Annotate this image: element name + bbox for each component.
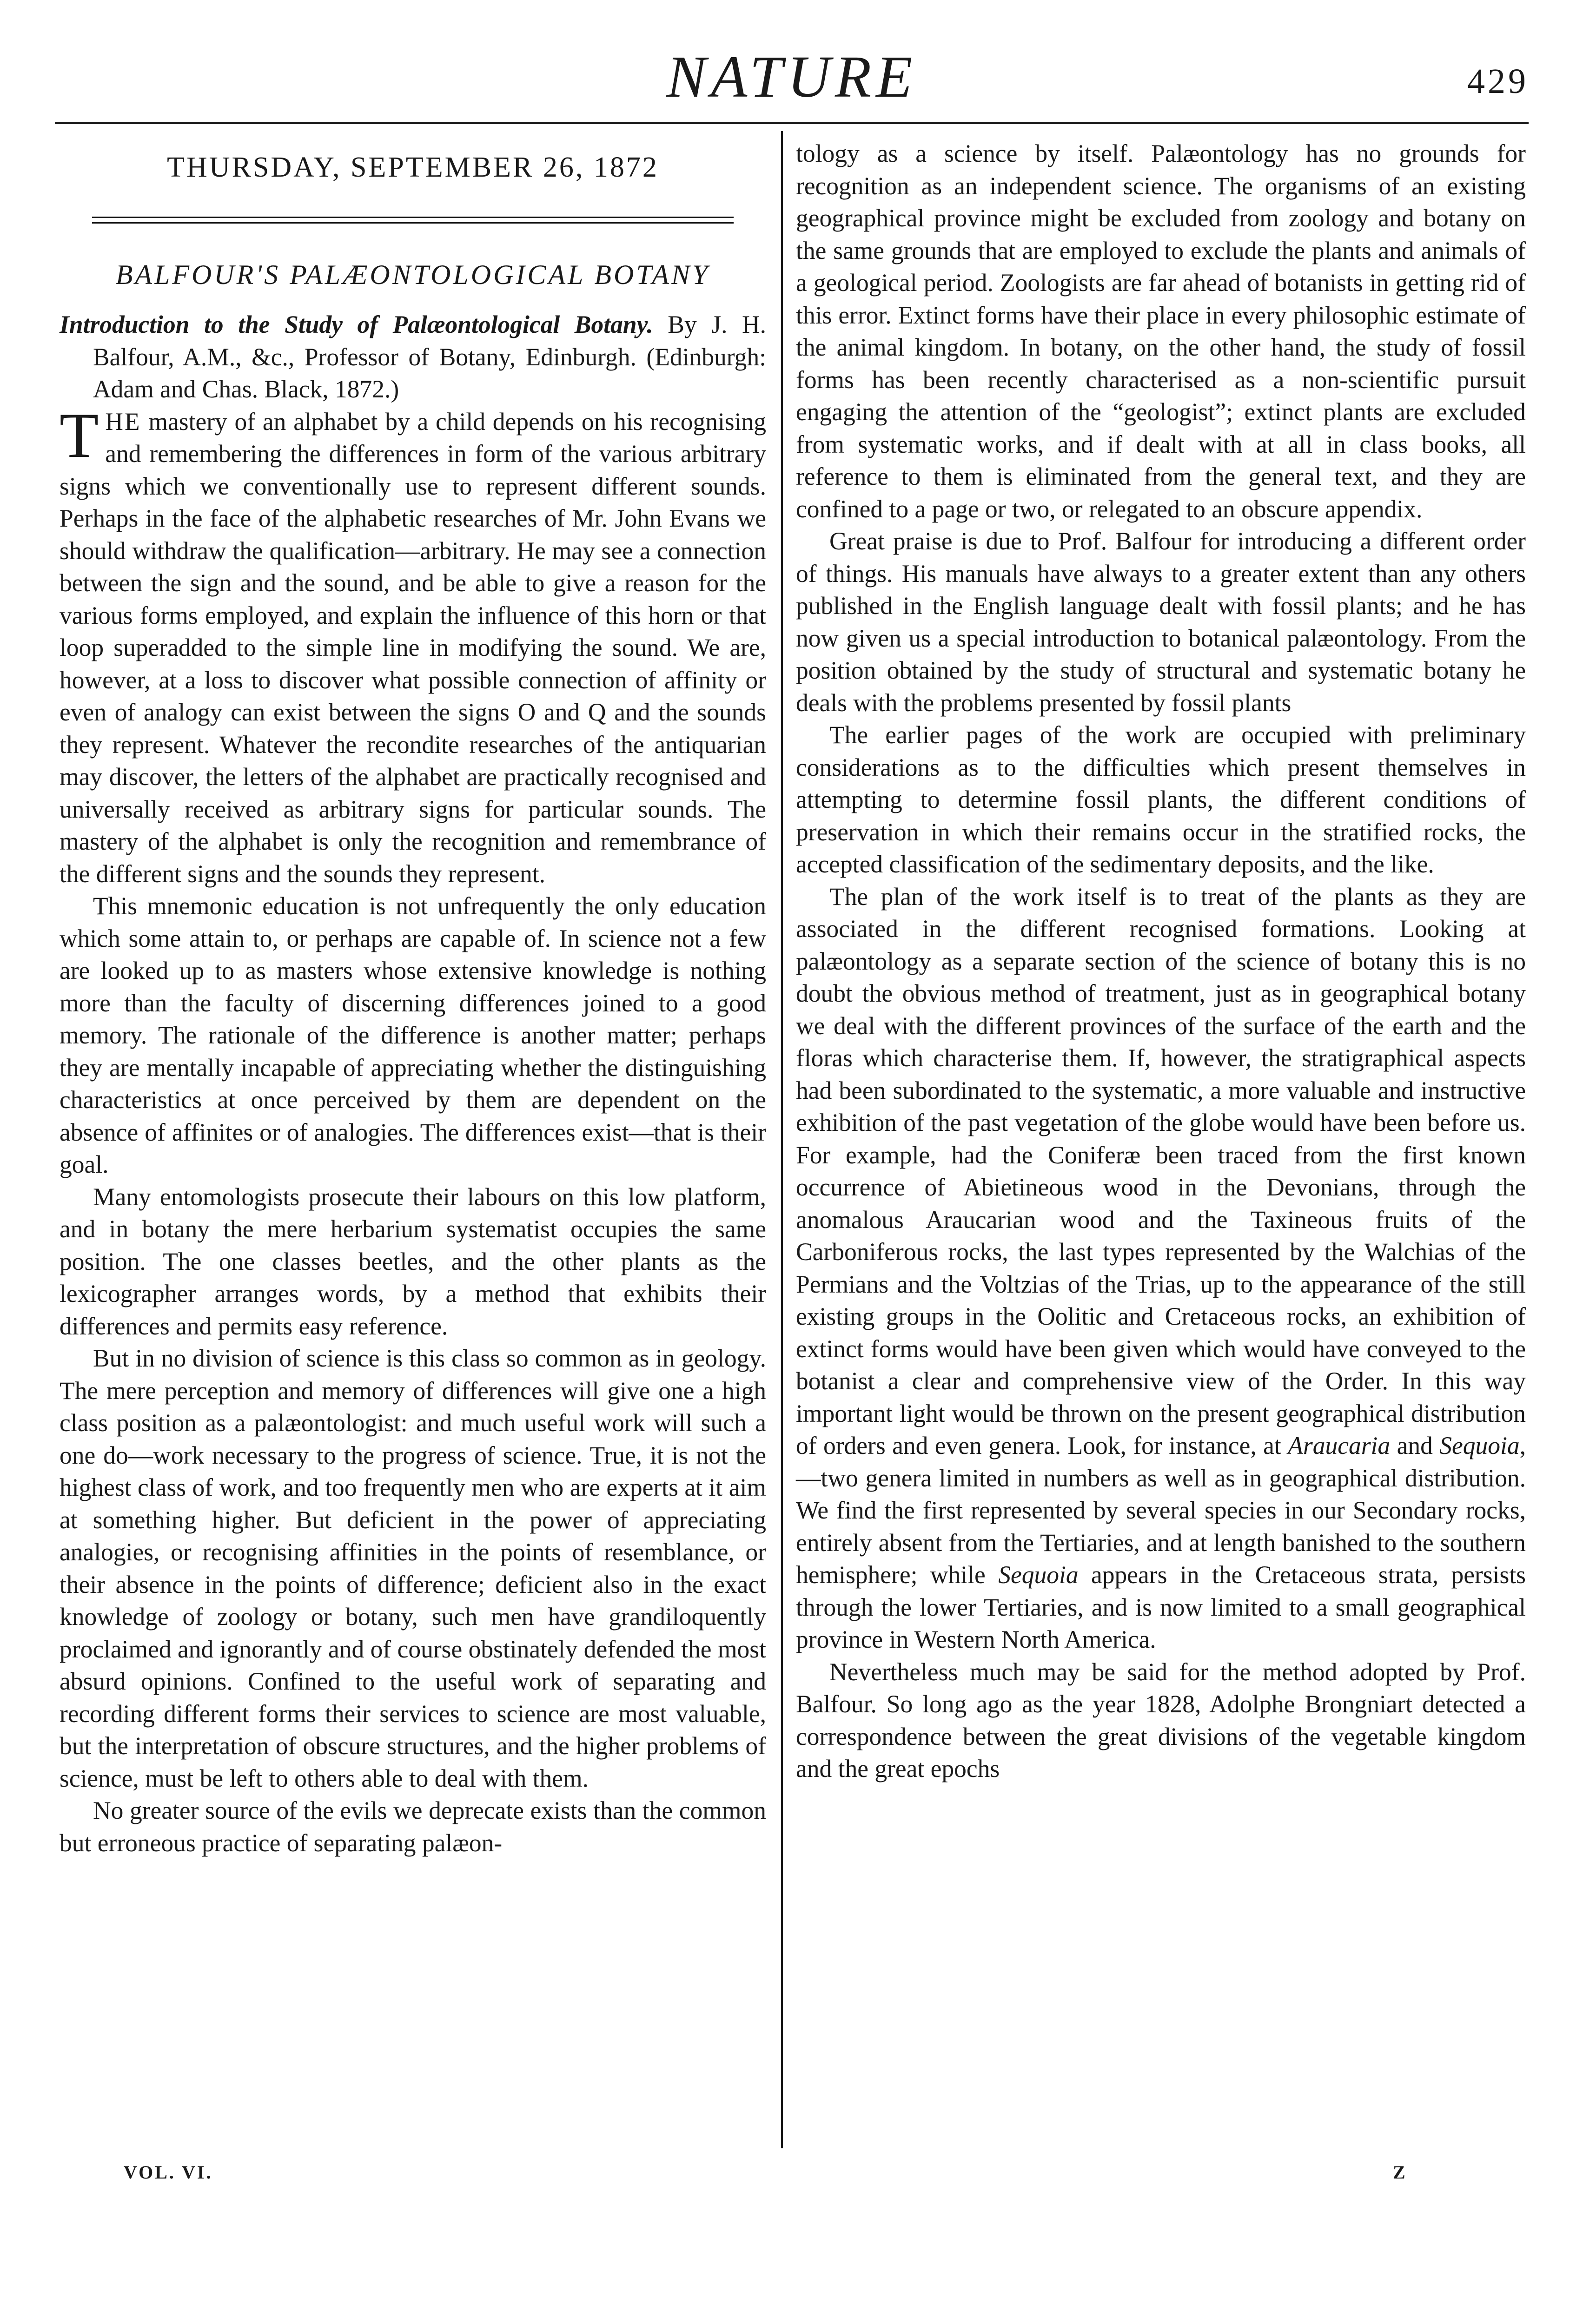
paragraph-7: The earlier pages of the work are occupied with preliminary considerations as to the difficulties which present themselves in attempting to determine fossil plants, the different conditions of preservation in which their remains occur in the stratified rocks, the accepted classification of the sedimentary deposits, and the like.: [796, 721, 1526, 878]
genus-sequoia-2: Sequoia: [998, 1561, 1079, 1589]
paragraph-9: Nevertheless much may be said for the method adopted by Prof. Balfour. So long ago as the year 1828, Adolphe Brongniart detected a correspondence between the great divisions of the vegetable kingdom and the great epochs: [796, 1657, 1526, 1783]
paragraph-5-continued: tology as a science by itself. Palæontology has no grounds for recognition as an independent science. The organisms of an existing geographical province might be excluded from zoology and botany on the same grounds that are employed to exclude the plants and animals of a geological period. Zoologists are far ahead of botanists in getting rid of this error. Extinct forms have their place in every philosophic estimate of the animal kingdom. In botany, on the other hand, the study of fossil forms has been recently characterised as a non-scientific pursuit engaging the attention of the “geologist”; extinct plants are excluded from systematic works, and if dealt with at all in class books, all reference to them is eliminated from the general text, and they are confined to a page or two, or relegated to an obscure appendix.: [796, 139, 1526, 523]
genus-araucaria: Araucaria: [1288, 1432, 1391, 1459]
left-column: [60, 138, 766, 1859]
book-title: Introduction to the Study of Palæontological Botany.: [60, 310, 653, 338]
page-number: 429: [1467, 62, 1529, 101]
book-details: By J. H. Balfour, A.M., &c., Professor of Botany, Edinburgh. (Edinburgh: Adam and Chas. Black, 1872.): [93, 310, 767, 403]
paragraph-5: No greater source of the evils we deprecate exists than the common but erroneous practice of separating palæon-: [60, 1796, 766, 1857]
paragraph-8-part-b: and: [1390, 1432, 1440, 1459]
column-divider: [781, 131, 783, 2148]
book-reference: [60, 309, 766, 406]
drop-cap: T: [60, 399, 99, 471]
double-rule: [92, 217, 734, 224]
volume-footer: VOL. VI.: [124, 2162, 213, 2183]
dateline: THURSDAY, SEPTEMBER 26, 1872: [167, 152, 659, 183]
paragraph-1-text: mastery of an alphabet by a child depends on his recognising and remembering the differences in form of the various arbitrary signs which we conventionally use to represent different sounds. Perhaps in the face of the alphabetic researches of Mr. John Evans we should withdraw the qualification—arbitrary. He may see a connection between the sign and the sound, and be able to give a reason for the various forms employed, and explain the influence of this horn or that loop superadded to the simple line in modifying the sound. We are, however, at a loss to discover what possible connection of affinity or even of analogy can exist between the signs O and Q and the sounds they represent. Whatever the recondite researches of the antiquarian may discover, the letters of the alphabet are practically recognised and universally received as arbitrary signs for particular sounds. The mastery of the alphabet is only the recognition and remembrance of the different signs and the sounds they represent.: [60, 407, 766, 888]
page-header: [55, 33, 1529, 126]
right-column: [796, 138, 1526, 1785]
paragraph-4: But in no division of science is this class so common as in geology. The mere perception and memory of differences will give one a high class position as a palæontologist: and much useful work will such a one do—work necessary to the progress of science. True, it is not the highest class of work, and too frequently men who are experts at it aim at something higher. But deficient in the power of appreciating analogies, or recognising affinities in the points of resemblance, or their absence in the points of difference; deficient also in the exact knowledge of zoology or botany, such men have grandiloquently proclaimed and ignorantly and of course obstinately defended the most absurd opinions. Confined to the useful work of separating and recording different forms their services to science are most valuable, but the interpretation of obscure structures, and the higher problems of science, must be left to others able to deal with them.: [60, 1344, 766, 1792]
paragraph-1: [60, 399, 766, 891]
paragraph-8-part-a: The plan of the work itself is to treat of the plants as they are associated in the different recognised formations. Looking at palæontology as a separate section of the science of botany this is no doubt the obvious method of treatment, just as in geographical botany we deal with the different provinces of the surface of the earth and the floras which characterise them. If, however, the stratigraphical aspects had been subordinated to the systematic, a more valuable and instructive exhibition of the past vegetation of the globe would have been before us. For example, had the Coniferæ been traced from the first known occurrence of Abietineous wood in the Devonians, through the anomalous Araucarian wood and the Taxineous fruits of the Carboniferous rocks, the last types represented by the Walchias of the Permians and the Voltzias of the Trias, up to the appearance of the still existing groups in the Oolitic and Cretaceous rocks, an exhibition of extinct forms would have been given which would have conveyed to the botanist a clear and comprehensive view of the Order. In this way important light would be thrown on the present geographical distribution of orders and even genera. Look, for instance, at: [796, 882, 1526, 1459]
genus-sequoia: Sequoia: [1439, 1432, 1520, 1459]
paragraph-8: [796, 881, 1526, 1656]
paragraph-8-part-d: appears in the Cretaceous strata, persists through the lower Tertiaries, and is now limited to a small geographical province in Western North America.: [796, 1561, 1526, 1653]
paragraph-3: Many entomologists prosecute their labours on this low platform, and in botany the mere herbarium systematist occupies the same position. The one classes beetles, and the other plants as the lexicographer arranges words, by a method that exhibits their differences and permits easy reference.: [60, 1182, 766, 1340]
header-rule: [55, 122, 1529, 124]
journal-title: NATURE: [666, 44, 917, 110]
signature-mark: Z: [1393, 2162, 1407, 2183]
article-title: BALFOUR'S PALÆONTOLOGICAL BOTANY: [115, 259, 710, 290]
paragraph-6: Great praise is due to Prof. Balfour for introducing a different order of things. His manuals have always to a greater extent than any others published in the English language dealt with fossil plants; and he has now given us a special introduction to botanical palæontology. From the position obtained by the study of structural and systematic botany he deals with the problems presented by fossil plants: [796, 527, 1526, 717]
first-word: HE: [105, 407, 141, 436]
paragraph-8-part-c: ,—two genera limited in numbers as well as in geographical distribution. We find the first represented by several species in our Secondary rocks, entirely absent from the Tertiaries, and at length banished to the southern hemisphere; while: [796, 1432, 1526, 1589]
paragraph-2: This mnemonic education is not unfrequently the only education which some attain to, or perhaps are capable of. In science not a few are looked up to as masters whose extensive knowledge is nothing more than the faculty of discerning differences joined to a good memory. The rationale of the difference is another matter; perhaps they are mentally incapable of appreciating whether the distinguishing characteristics at once perceived by them are dependent on the absence of affinites or of analogies. The differences exist—that is their goal.: [60, 892, 766, 1178]
